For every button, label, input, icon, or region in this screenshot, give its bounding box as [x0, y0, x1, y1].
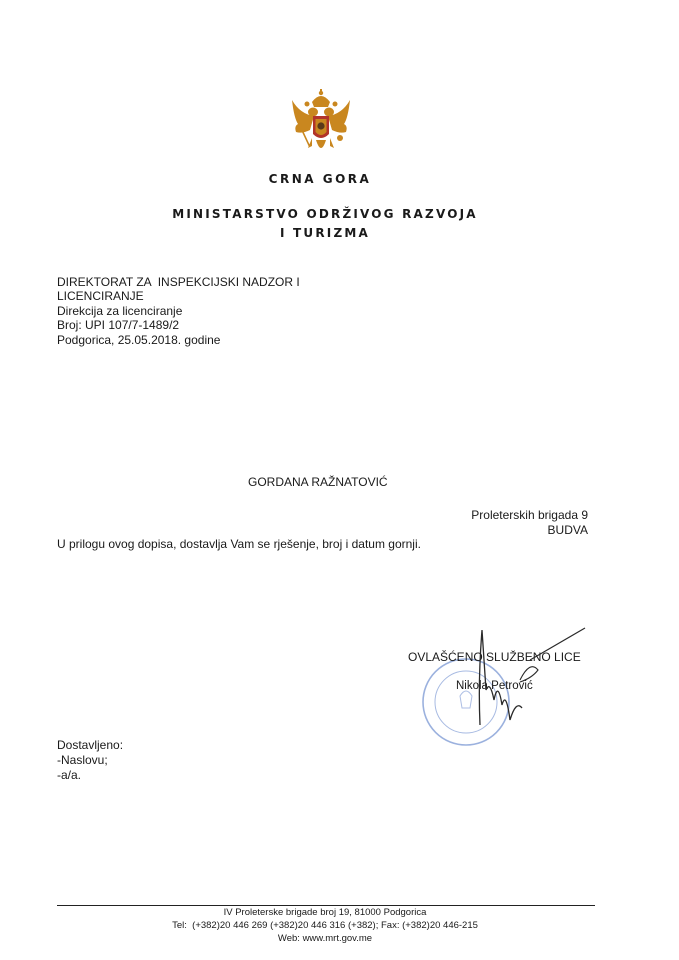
footer-phone-fax: Tel: (+382)20 446 269 (+382)20 446 316 (+382); Fax: (+382)20 446-215: [172, 920, 478, 931]
reference-number: Broj: UPI 107/7-1489/2: [57, 318, 180, 332]
delivered-to-heading: Dostavljeno:: [57, 738, 124, 752]
letter-body: U prilogu ovog dopisa, dostavlja Vam se rješenje, broj i datum gornji.: [57, 537, 421, 551]
footer-address: IV Proleterske brigade broj 19, 81000 Podgorica: [223, 907, 427, 918]
sender-department: Direkcija za licenciranje: [57, 304, 183, 318]
delivered-to-item: -a/a.: [57, 768, 82, 782]
ministry-name-line1: MINISTARSTVO ODRŽIVOG RAZVOJA: [172, 207, 478, 221]
footer-website: Web: www.mrt.gov.me: [277, 933, 373, 944]
recipient-name: GORDANA RAŽNATOVIĆ: [248, 475, 388, 489]
delivered-to-item: -Naslovu;: [57, 753, 108, 767]
recipient-street: Proleterskih brigada 9: [471, 508, 588, 522]
footer-divider: [57, 905, 595, 906]
signatory-name: Nikola Petrović: [456, 680, 533, 692]
sender-directorate: DIREKTORAT ZA INSPEKCIJSKI NADZOR I: [57, 275, 300, 289]
country-name: CRNA GORA: [268, 172, 372, 186]
signatory-title: OVLAŠĆENO SLUŽBENO LICE: [408, 650, 581, 664]
montenegro-coat-of-arms-icon: [290, 88, 352, 168]
place-and-date: Podgorica, 25.05.2018. godine: [57, 333, 221, 347]
sender-directorate-cont: LICENCIRANJE: [57, 289, 144, 303]
recipient-city: BUDVA: [547, 523, 588, 537]
ministry-name-line2: I TURIZMA: [279, 226, 370, 240]
handwritten-signature-icon: [460, 620, 590, 740]
